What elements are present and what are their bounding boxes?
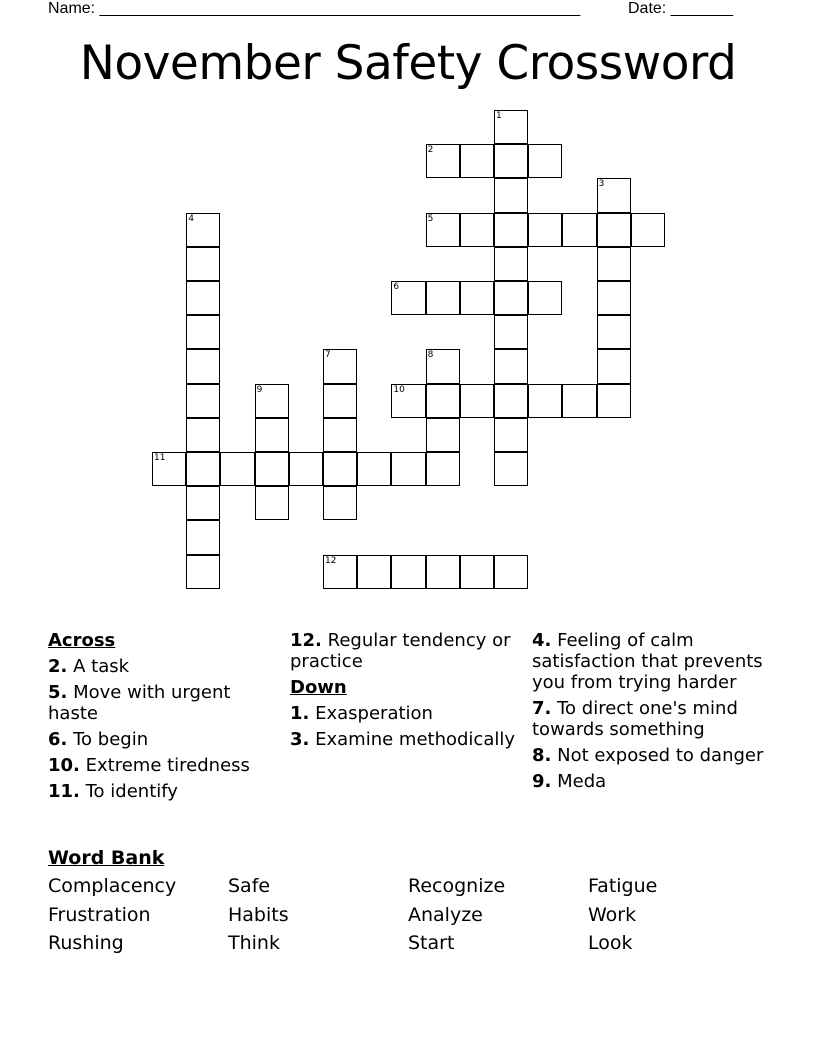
clue-down-7 [532, 698, 782, 740]
page-title: November Safety Crossword [79, 36, 737, 91]
grid-cell[interactable] [186, 247, 220, 281]
grid-cell[interactable] [528, 144, 562, 178]
grid-cell[interactable] [494, 349, 528, 383]
clue-across-12 [290, 630, 522, 672]
clue-down-4 [532, 630, 782, 693]
grid-cell[interactable] [323, 452, 357, 486]
grid-cell[interactable] [494, 555, 528, 589]
grid-cell[interactable] [494, 110, 528, 144]
grid-cell[interactable] [186, 349, 220, 383]
grid-cell[interactable] [323, 384, 357, 418]
word-bank-item: Work [588, 904, 637, 926]
grid-cell[interactable] [426, 555, 460, 589]
clue-text: Exasperation [315, 703, 433, 724]
grid-cell[interactable] [597, 384, 631, 418]
grid-cell[interactable] [391, 555, 425, 589]
word-bank-item: Rushing [48, 932, 124, 954]
clue-across-2 [48, 656, 280, 677]
grid-cell[interactable] [460, 384, 494, 418]
clue-text: Move with urgent haste [48, 682, 231, 724]
clue-number: 4. [532, 630, 552, 651]
grid-cell[interactable] [494, 452, 528, 486]
grid-cell[interactable] [460, 213, 494, 247]
grid-cell[interactable] [494, 178, 528, 212]
clue-number: 8. [532, 745, 552, 766]
grid-cell[interactable] [323, 486, 357, 520]
word-bank-item: Start [408, 932, 455, 954]
clues-column-1 [48, 630, 280, 807]
grid-cell[interactable] [323, 555, 357, 589]
word-bank-item: Think [228, 932, 280, 954]
cell-number: 4 [188, 213, 194, 224]
grid-cell[interactable] [186, 452, 220, 486]
clue-number: 1. [290, 703, 310, 724]
clue-text: To direct one's mind towards something [532, 698, 738, 740]
clue-across-10 [48, 755, 280, 776]
clue-down-3 [290, 729, 522, 750]
grid-cell[interactable] [494, 384, 528, 418]
grid-cell[interactable] [426, 384, 460, 418]
word-bank-item: Analyze [408, 904, 483, 926]
clue-text: Examine methodically [315, 729, 515, 750]
clue-number: 5. [48, 682, 68, 703]
down-heading: Down [290, 677, 347, 698]
grid-cell[interactable] [528, 384, 562, 418]
grid-cell[interactable] [631, 213, 665, 247]
grid-cell[interactable] [494, 144, 528, 178]
grid-cell[interactable] [562, 384, 596, 418]
cell-number: 8 [427, 350, 434, 361]
grid-cell[interactable] [426, 144, 460, 178]
word-bank-item: Fatigue [588, 875, 658, 897]
grid-cell[interactable] [391, 281, 425, 315]
grid-cell[interactable] [186, 555, 220, 589]
grid-cell[interactable] [255, 486, 289, 520]
grid-cell[interactable] [186, 418, 220, 452]
grid-cell[interactable] [597, 247, 631, 281]
grid-cell[interactable] [255, 384, 289, 418]
cell-number: 1 [496, 111, 502, 121]
grid-cell[interactable] [494, 213, 528, 247]
grid-cell[interactable] [186, 315, 220, 349]
grid-cell[interactable] [494, 418, 528, 452]
grid-cell[interactable] [357, 555, 391, 589]
clue-down-8 [532, 745, 782, 766]
clue-text: Not exposed to danger [557, 745, 764, 766]
grid-cell[interactable] [562, 213, 596, 247]
clue-text: To identify [85, 781, 178, 802]
clue-number: 9. [532, 771, 552, 792]
grid-cell[interactable] [460, 555, 494, 589]
word-bank-item: Habits [228, 904, 289, 926]
word-bank-item: Recognize [408, 875, 506, 897]
grid-cell[interactable] [597, 178, 631, 212]
grid-cell[interactable] [186, 213, 220, 247]
clue-across-5 [48, 682, 280, 724]
word-bank-item: Complacency [48, 875, 177, 897]
grid-cell[interactable] [255, 452, 289, 486]
grid-cell[interactable] [255, 418, 289, 452]
grid-cell[interactable] [528, 281, 562, 315]
clue-number: 10. [48, 755, 80, 776]
clue-number: 6. [48, 729, 68, 750]
grid-cell[interactable] [186, 486, 220, 520]
word-bank-item: Frustration [48, 904, 151, 926]
grid-cell[interactable] [186, 384, 220, 418]
clue-text: Regular tendency or practice [290, 630, 511, 672]
cell-number: 7 [325, 350, 331, 361]
word-bank-item: Look [588, 932, 633, 954]
clue-across-6 [48, 729, 280, 750]
grid-cell[interactable] [391, 384, 425, 418]
cell-number: 9 [256, 384, 263, 395]
grid-cell[interactable] [289, 452, 323, 486]
grid-cell[interactable] [528, 213, 562, 247]
cell-number: 5 [427, 213, 434, 224]
grid-cell[interactable] [426, 418, 460, 452]
grid-cell[interactable] [426, 281, 460, 315]
grid-cell[interactable] [357, 452, 391, 486]
grid-cell[interactable] [597, 281, 631, 315]
grid-cell[interactable] [597, 349, 631, 383]
grid-cell[interactable] [391, 452, 425, 486]
clues-column-3 [532, 630, 782, 797]
clue-number: 12. [290, 630, 322, 651]
cell-number: 6 [393, 282, 400, 292]
grid-cell[interactable] [460, 281, 494, 315]
clue-text: To begin [73, 729, 149, 750]
clue-down-9 [532, 771, 782, 792]
grid-cell[interactable] [323, 418, 357, 452]
name-field-label: Name: ______________________________________________________ [48, 0, 581, 17]
date-field-label: Date: _______ [628, 0, 733, 17]
cell-number: 3 [598, 179, 605, 190]
grid-cell[interactable] [597, 315, 631, 349]
grid-cell[interactable] [152, 452, 186, 486]
clue-across-11 [48, 781, 280, 802]
grid-cell[interactable] [426, 349, 460, 383]
grid-cell[interactable] [494, 281, 528, 315]
clues-column-2 [290, 630, 522, 755]
clue-down-1 [290, 703, 522, 724]
clue-text: A task [73, 656, 130, 677]
clue-text: Feeling of calm satisfaction that prevents you from trying harder [532, 630, 763, 693]
cell-number: 12 [325, 555, 337, 566]
clue-number: 7. [532, 698, 552, 719]
clue-text: Meda [557, 771, 607, 792]
grid-cell[interactable] [186, 281, 220, 315]
grid-cell[interactable] [494, 247, 528, 281]
word-bank-title: Word Bank [48, 847, 165, 869]
word-bank-item: Safe [228, 875, 271, 897]
grid-cell[interactable] [220, 452, 254, 486]
cell-number: 2 [427, 145, 434, 156]
grid-cell[interactable] [597, 213, 631, 247]
cell-number: 11 [154, 453, 166, 463]
clue-number: 2. [48, 656, 68, 677]
clue-number: 3. [290, 729, 310, 750]
grid-cell[interactable] [186, 520, 220, 554]
grid-cell[interactable] [426, 452, 460, 486]
clue-number: 11. [48, 781, 80, 802]
grid-cell[interactable] [460, 144, 494, 178]
grid-cell[interactable] [323, 349, 357, 383]
grid-cell[interactable] [494, 315, 528, 349]
clue-text: Extreme tiredness [85, 755, 250, 776]
cell-number: 10 [393, 384, 405, 395]
grid-cell[interactable] [426, 213, 460, 247]
across-heading: Across [48, 630, 116, 651]
